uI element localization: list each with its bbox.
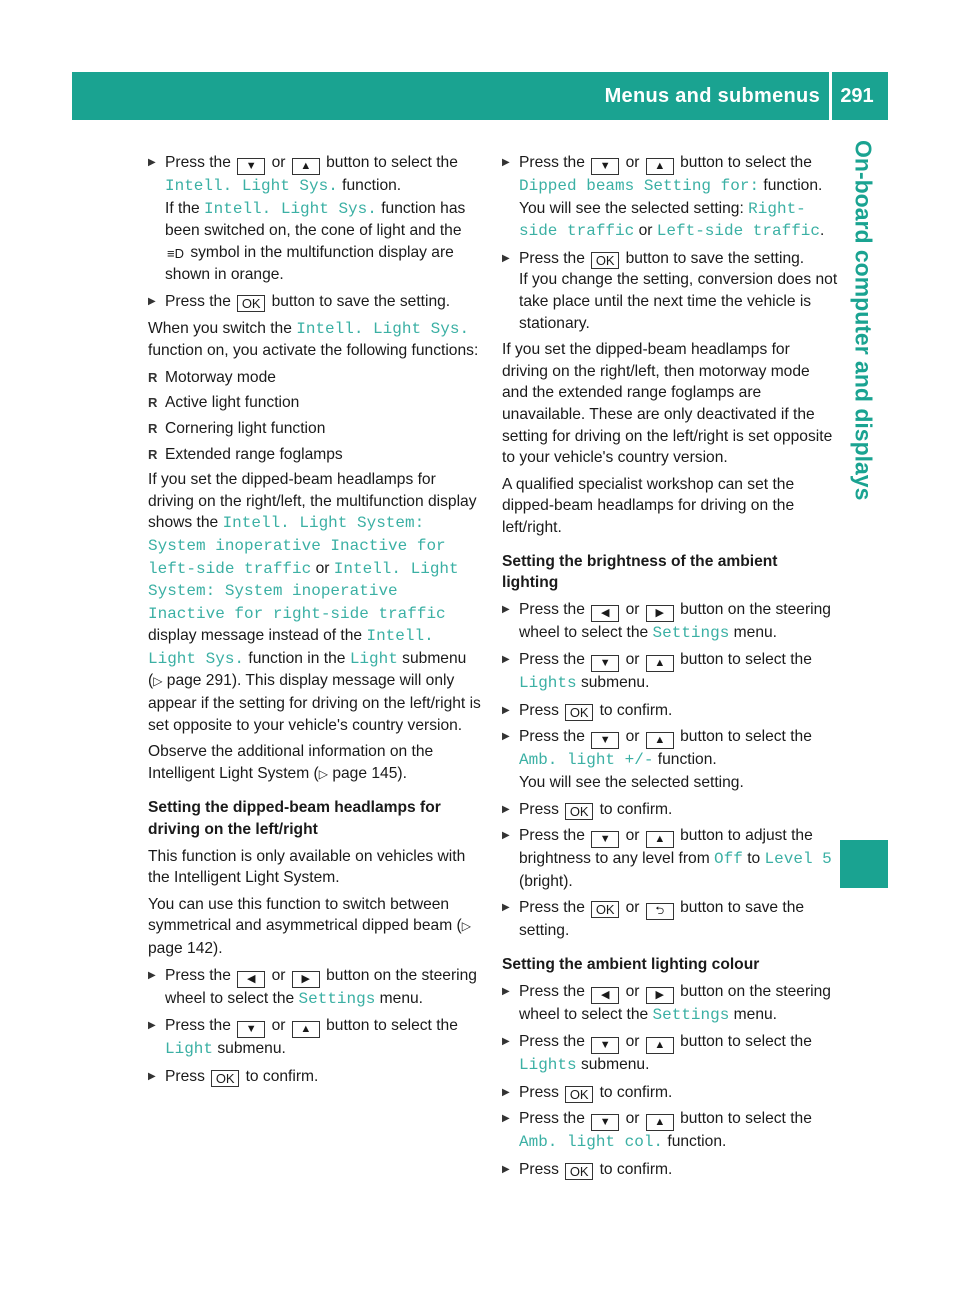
instruction-step [148, 1066, 484, 1088]
step-text: button to save the setting. [625, 249, 805, 267]
step-text: to [747, 850, 761, 868]
down-arrow-key-icon: ▼ [591, 1114, 619, 1131]
step-text: Press the [165, 292, 231, 310]
step-text: to confirm. [599, 800, 673, 818]
up-arrow-key-icon: ▲ [646, 1114, 674, 1131]
instruction-step [502, 152, 838, 243]
paragraph-text: If you set the dipped-beam headlamps for driving on the right/left, the multifunction display shows the [148, 471, 477, 532]
step-text: You will see the selected setting: [519, 199, 744, 217]
step-text: Press the [519, 899, 585, 917]
left-arrow-key-icon: ◀ [591, 605, 619, 622]
display-text: Intell. Light System: System inoperative Inactive for left-side traffic [148, 514, 446, 578]
instruction-step [148, 152, 484, 286]
step-text: button to save the setting. [271, 292, 451, 310]
section-heading: Setting the dipped-beam headlamps for driving on the left/right [148, 799, 441, 839]
display-text: Amb. light +/- [519, 751, 654, 770]
up-arrow-key-icon: ▲ [646, 158, 674, 175]
step-text: or [625, 1033, 640, 1051]
step-text: to confirm. [245, 1067, 319, 1085]
step-text: or [625, 154, 640, 171]
step-text: or [271, 966, 286, 984]
section-title: Menus and submenus [604, 85, 820, 107]
chapter-side-tab [838, 120, 888, 840]
page-reference-link[interactable]: page 142 [148, 940, 214, 957]
paragraph-text: display message instead of the [148, 627, 363, 645]
step-text: function. [763, 177, 823, 194]
up-arrow-key-icon: ▲ [646, 831, 674, 848]
step-text: Press [519, 701, 559, 719]
ok-key-icon: OK [565, 1163, 593, 1180]
display-text: Light [165, 1040, 214, 1059]
step-text: button to select the [680, 1033, 812, 1051]
paragraph-text: function on, you activate the following functions: [148, 342, 479, 360]
step-text: menu. [379, 989, 424, 1007]
paragraph-text: Observe the additional information on the Intelligent Light System ( [148, 743, 434, 782]
step-text: function. [657, 751, 717, 769]
paragraph: This function is only available on vehicles with the Intelligent Light System. [148, 847, 466, 887]
step-text: button to select the [680, 728, 812, 746]
step-text: button to select the [326, 154, 458, 171]
instruction-step [502, 825, 838, 892]
headlight-icon: ≡D [167, 245, 184, 261]
display-text: Intell. Light Sys. [296, 319, 470, 338]
up-arrow-key-icon: ▲ [646, 1037, 674, 1054]
step-text: submenu. [580, 674, 650, 692]
paragraph: A qualified specialist workshop can set the dipped-beam headlamps for driving on the left/right. [502, 475, 795, 536]
step-text: Press [165, 1067, 205, 1085]
display-text: Amb. light col. [519, 1133, 664, 1152]
instruction-step [502, 1031, 838, 1077]
section-heading: Setting the brightness of the ambient lighting [502, 552, 778, 592]
page-ref-icon: ▷ [153, 674, 163, 689]
ok-key-icon: OK [237, 295, 265, 312]
step-text: Press the [165, 966, 231, 984]
step-text: . [820, 222, 825, 240]
paragraph-text: ). [213, 940, 223, 957]
paragraph [148, 469, 484, 736]
step-text: function. [342, 177, 402, 194]
step-text: or [625, 982, 640, 1000]
step-text: to confirm. [599, 701, 673, 719]
paragraph-text: ). [397, 764, 407, 782]
step-text: to confirm. [599, 1083, 673, 1101]
step-text: button to save the setting. [519, 899, 805, 940]
left-arrow-key-icon: ◀ [591, 987, 619, 1004]
step-text: button to select the [680, 651, 812, 669]
paragraph-text: or [315, 559, 330, 577]
display-text: Lights [519, 1056, 577, 1075]
paragraph-text: function in the [248, 649, 346, 667]
down-arrow-key-icon: ▼ [591, 1037, 619, 1054]
display-text: Settings [652, 1005, 730, 1024]
step-text: button to select the [680, 154, 812, 171]
right-arrow-key-icon: ▶ [292, 971, 320, 988]
step-text: If you change the setting, conversion does not take place until the next time the vehicle is stationary. [519, 271, 838, 332]
section-heading: Setting the ambient lighting colour [502, 956, 760, 974]
step-text: (bright). [519, 872, 573, 890]
paragraph-text: When you switch the [148, 319, 292, 337]
step-text: to confirm. [599, 1161, 673, 1178]
chapter-label: On-board computer and displays [850, 140, 877, 501]
step-text: Press the [519, 982, 585, 1000]
down-arrow-key-icon: ▼ [591, 158, 619, 175]
display-text: Off [714, 850, 743, 869]
step-text: Press [519, 1083, 559, 1101]
display-text: Intell. Light Sys. [165, 177, 338, 195]
page-ref-icon: ▷ [461, 919, 471, 934]
display-text: Level 5 [764, 850, 832, 869]
step-text: Press [519, 1161, 559, 1178]
left-arrow-key-icon: ◀ [237, 971, 265, 988]
step-text: button to select the [680, 1110, 812, 1128]
step-text: submenu. [580, 1056, 650, 1074]
paragraph-text: ). This display message will only appear if the setting for driving on the left/right is set opposite to your vehicle's country version. [148, 672, 481, 734]
step-text: Press the [519, 728, 585, 746]
step-text: or [625, 651, 640, 669]
step-text: menu. [733, 623, 778, 641]
left-column [148, 152, 484, 1092]
step-text: Press the [165, 154, 231, 171]
step-text: or [625, 728, 640, 746]
up-arrow-key-icon: ▲ [646, 655, 674, 672]
instruction-step [502, 599, 838, 645]
step-text: or [625, 899, 640, 917]
down-arrow-key-icon: ▼ [591, 732, 619, 749]
step-text: Press the [519, 827, 585, 845]
step-text: button to adjust the brightness to any level from [519, 827, 813, 868]
ok-key-icon: OK [565, 704, 593, 721]
instruction-step [502, 1082, 838, 1104]
instruction-step [148, 1015, 484, 1061]
paragraph-text: You can use this function to switch between symmetrical and asymmetrical dipped beam ( [148, 895, 462, 935]
page-number: 291 [840, 85, 874, 107]
step-text: or [625, 600, 640, 618]
step-text: function. [667, 1133, 727, 1151]
ok-key-icon: OK [591, 901, 619, 918]
right-column [502, 152, 838, 1186]
header-divider [829, 72, 832, 120]
step-text: Press the [519, 154, 585, 171]
paragraph [148, 318, 484, 362]
display-text: Settings [652, 623, 730, 642]
display-text: Lights [519, 674, 577, 693]
instruction-step [502, 799, 838, 821]
ok-key-icon: OK [591, 252, 619, 269]
step-text: If the [165, 199, 200, 217]
display-text: Intell. Light System: System inoperative Inactive for right-side traffic [148, 559, 459, 623]
paragraph [148, 894, 484, 960]
list-item: R Motorway mode [148, 367, 484, 389]
ok-key-icon: OK [565, 1086, 593, 1103]
step-text: Press the [165, 1017, 231, 1035]
back-key-icon: ⮌ [646, 903, 674, 920]
step-text: function has been switched on, the cone of light and the [165, 199, 466, 240]
step-text: or [625, 827, 640, 845]
page-reference-link[interactable]: page 145 [332, 764, 398, 782]
step-text: or [638, 222, 653, 240]
ok-key-icon: OK [211, 1070, 239, 1087]
step-text: Press [519, 800, 559, 818]
right-arrow-key-icon: ▶ [646, 605, 674, 622]
step-text: or [271, 154, 286, 171]
step-text: or [271, 1017, 286, 1035]
instruction-step [148, 291, 484, 313]
instruction-step [502, 1159, 838, 1181]
down-arrow-key-icon: ▼ [237, 1021, 265, 1038]
step-text: button on the steering wheel to select the [519, 982, 831, 1023]
page-ref-icon: ▷ [318, 766, 328, 781]
list-item: R Active light function [148, 392, 484, 414]
down-arrow-key-icon: ▼ [237, 158, 265, 175]
step-text: Press the [519, 600, 585, 618]
up-arrow-key-icon: ▲ [292, 158, 320, 175]
down-arrow-key-icon: ▼ [591, 831, 619, 848]
right-arrow-key-icon: ▶ [646, 987, 674, 1004]
step-text: or [625, 1110, 640, 1128]
page-reference-link[interactable]: page 291 [166, 672, 232, 690]
step-text: symbol in the multifunction display are shown in orange. [165, 243, 454, 284]
display-text: Left-side traffic [656, 222, 821, 241]
instruction-step [148, 965, 484, 1011]
paragraph-text: submenu ( [148, 649, 467, 690]
instruction-step [502, 700, 838, 722]
display-text: Intell. Light Sys. [148, 627, 434, 668]
chapter-marker [840, 840, 888, 888]
ok-key-icon: OK [565, 803, 593, 820]
display-text: Dipped beams Setting for: [519, 177, 760, 195]
display-text: Right-side traffic [519, 199, 806, 241]
list-item: R Cornering light function [148, 418, 484, 440]
up-arrow-key-icon: ▲ [292, 1021, 320, 1038]
display-text: Intell. Light Sys. [204, 199, 377, 218]
instruction-step [502, 1108, 838, 1154]
instruction-step [502, 981, 838, 1027]
step-text: button on the steering wheel to select the [519, 600, 831, 641]
instruction-step [502, 248, 838, 334]
page-header [72, 72, 888, 120]
step-text: Press the [519, 249, 585, 267]
step-text: button on the steering wheel to select the [165, 966, 477, 1007]
step-text: Press the [519, 651, 585, 669]
step-text: You will see the selected setting. [519, 774, 744, 792]
up-arrow-key-icon: ▲ [646, 732, 674, 749]
instruction-step [502, 897, 838, 942]
paragraph: If you set the dipped-beam headlamps for driving on the right/left, then motorway mode and the extended range foglamps are unavailable. These are only deactivated if the setting for driving on the left/right is set opposite to your vehicle's country version. [502, 341, 833, 467]
down-arrow-key-icon: ▼ [591, 655, 619, 672]
display-text: Settings [298, 989, 376, 1008]
instruction-step [502, 649, 838, 695]
step-text: submenu. [217, 1040, 286, 1058]
paragraph [148, 741, 484, 785]
display-text: Light [349, 649, 398, 668]
list-item: R Extended range foglamps [148, 444, 484, 466]
step-text: menu. [733, 1005, 778, 1023]
step-text: button to select the [326, 1017, 458, 1035]
step-text: Press the [519, 1110, 585, 1128]
step-text: Press the [519, 1033, 585, 1051]
instruction-step [502, 726, 838, 793]
